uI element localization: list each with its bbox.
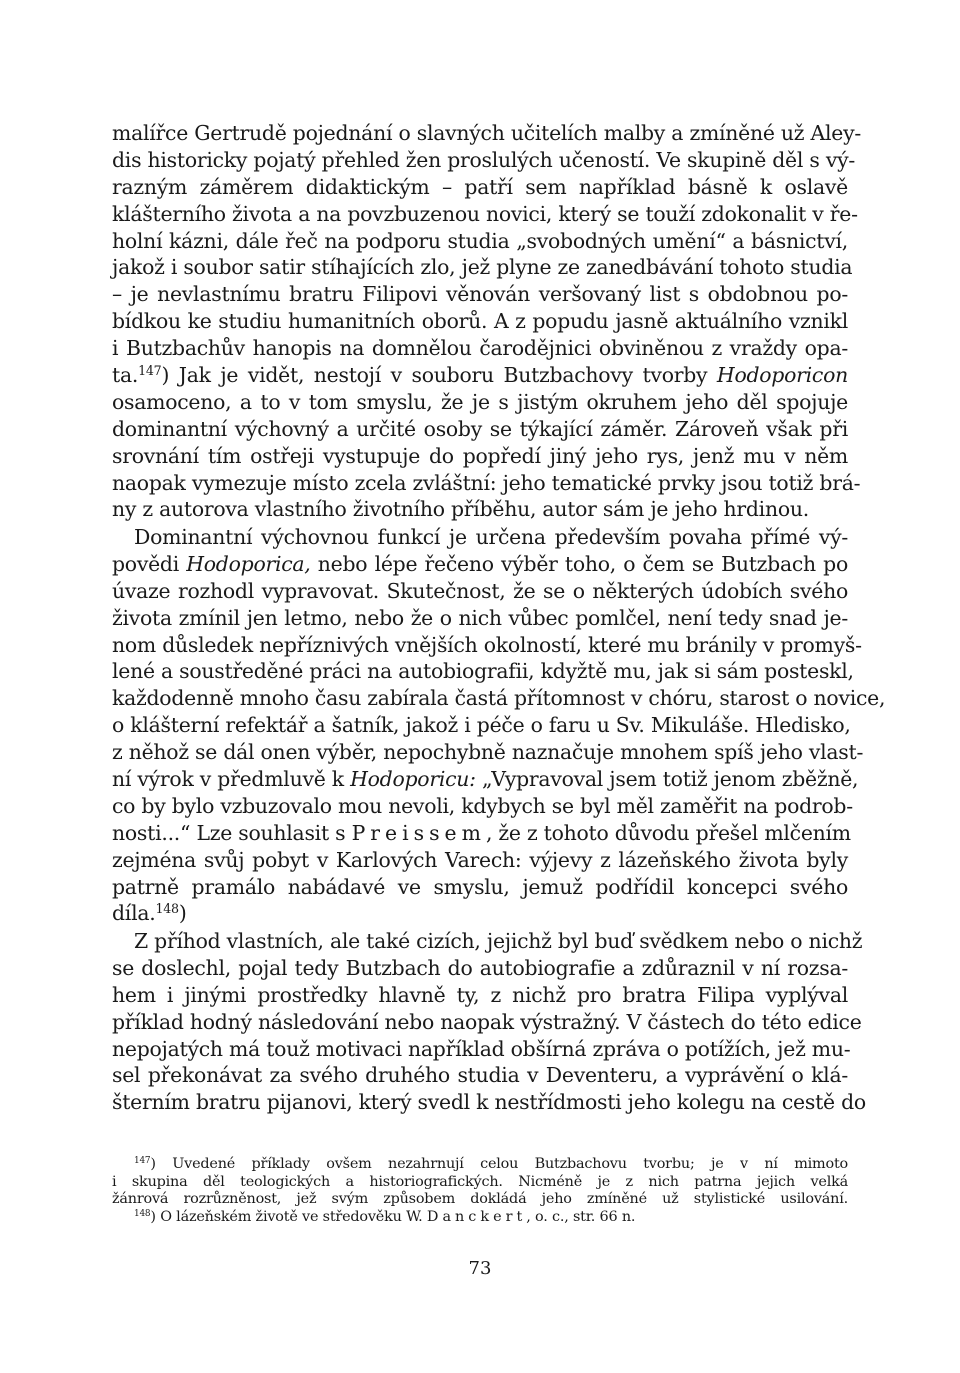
text-line: ta.$^{147}$) Jak je vidět, nestojí v souboru Butzbachovy tvorby Hodoporicon — [112, 363, 848, 388]
text-line: zejména svůj pobyt v Karlových Varech: výjevy z lázeňského života byly — [112, 847, 848, 872]
italic-title: Hodoporicu: — [350, 767, 476, 792]
text-line: Dominantní výchovnou funkcí je určena především povaha přímé vý- — [134, 525, 848, 549]
paragraph-1 — [112, 120, 862, 523]
text-line: malířce Gertrudě pojednání o slavných učitelích malby a zmíněné už Aley- — [112, 121, 862, 145]
text-line: povědi Hodoporica, nebo lépe řečeno výběr toho, o čem se Butzbach po — [112, 551, 848, 576]
footnote-number: 147 — [134, 1156, 151, 1167]
text-line: hem i jinými prostředky hlavně ty, z nichž pro bratra Filipa vyplýval — [112, 982, 848, 1007]
text-line: naopak vymezuje místo zcela zvláštní: jeho tematické prvky jsou totiž brá- — [112, 470, 861, 495]
text-line: sel překonávat za svého druhého studia v Deventeru, a vyprávění o klá- — [112, 1063, 848, 1088]
text-line: co by bylo vzbuzovalo mou nevoli, kdybych se byl měl zaměřit na podrob- — [112, 793, 853, 818]
text-line: ní výrok v předmluvě k Hodoporicu: „Vypravoval jsem totiž jenom zběžně, — [112, 767, 859, 792]
text-line: úvaze rozhodl vypravovat. Skutečnost, že se o některých údobích svého — [112, 578, 848, 603]
footnotes — [112, 1156, 848, 1226]
text-line: každodenně mnoho času zabírala častá přítomnost v chóru, starost o novice, — [112, 686, 886, 711]
paragraph-2 — [112, 524, 886, 927]
italic-title: Hodoporica, — [186, 551, 311, 576]
text-line: života zmínil jen letmo, nebo že o nich vůbec pomlčel, není tedy snad je- — [112, 605, 848, 630]
spaced-author-name: Preissem — [351, 820, 486, 845]
text-line: šterním bratru pijanovi, který svedl k nestřídmosti jeho kolegu na cestě do — [112, 1090, 866, 1115]
text-line: jakož i soubor satir stíhajících zlo, jež plyne ze zanedbávání tohoto studia — [112, 255, 853, 280]
text-line: i Butzbachův hanopis na domnělou čarodějnici obviněnou z vraždy opa- — [112, 336, 848, 361]
footnote-ref-148: 148 — [155, 901, 179, 917]
text-line: díla.$^{148}$) — [112, 901, 187, 926]
text-line: nom důsledek nepříznivých vnějších okolností, které mu bránily v promyš- — [112, 632, 862, 657]
text-line: – je nevlastnímu bratru Filipovi věnován veršovaný list s obdobnou po- — [112, 282, 848, 307]
text-line: osamoceno, a to v tom smyslu, že je s jistým okruhem jeho děl spojuje — [112, 389, 848, 414]
spaced-author-name: Danckert — [426, 1208, 527, 1225]
footnote-148: $^{148}$) O lázeňském životě ve středověku W. Danckert, o. c., str. 66 n. — [134, 1208, 636, 1225]
text-line: razným záměrem didaktickým – patří sem například básně k oslavě — [112, 174, 848, 199]
text-line: o klášterní refektář a šatník, jakož i péče o faru u Sv. Mikuláše. Hledisko, — [112, 713, 851, 738]
text-line: ny z autorova vlastního životního příběhu, autor sám je jeho hrdinou. — [112, 497, 809, 522]
text-line: příklad hodný následování nebo naopak výstražný. V částech do této edice — [112, 1009, 862, 1034]
footnote-147: $^{147}$) Uvedené příklady ovšem nezahrnují celou Butzbachovu tvorbu; je v ní mimoto — [134, 1156, 848, 1172]
text-line: srovnání tím ostřeji vystupuje do popředí jiný jeho rys, jenž mu v něm — [112, 443, 848, 468]
text-line: lené a soustředěné práci na autobiografii, kdyžtě mu, jak si sám posteskl, — [112, 659, 854, 684]
page-number: 73 — [468, 1258, 492, 1279]
italic-title: Hodoporicon — [716, 363, 848, 388]
text-line: bídkou ke studiu humanitních oborů. A z popudu jasně aktuálního vznikl — [112, 309, 848, 334]
footnote-line: žánrová rozrůzněnost, jež svým způsobem dokládá jeho zmíněné už stylistické usilování. — [112, 1191, 848, 1207]
text-line: holní kázni, dále řeč na podporu studia „svobodných umění“ a básnictví, — [112, 228, 848, 253]
text-line: nepojatých má touž motivaci například obšírná zpráva o potížích, jež mu- — [112, 1036, 851, 1061]
text-line: dominantní výchovný a určité osoby se týkající záměr. Zároveň však při — [112, 416, 848, 441]
text-line: nosti...“ Lze souhlasit s Preissem, že z tohoto důvodu přešel mlčením — [112, 820, 851, 845]
footnote-line: i skupina děl teologických a historiografických. Nicméně je z nich patrna jejich velká — [112, 1173, 848, 1190]
footnote-number: 148 — [134, 1208, 151, 1219]
paragraph-3 — [112, 928, 866, 1116]
text-line: patrně pramálo nabádavé ve smyslu, jemuž podřídil koncepci svého — [112, 874, 848, 899]
footnote-ref-147: 147 — [138, 363, 162, 379]
text-line: Z příhod vlastních, ale také cizích, jejichž byl buď svědkem nebo o nichž — [134, 929, 863, 953]
text-line: z něhož se dál onen výběr, nepochybně naznačuje mnohem spíš jeho vlast- — [112, 740, 864, 765]
text-line: dis historicky pojatý přehled žen proslulých učeností. Ve skupině děl s vý- — [112, 147, 856, 172]
text-line: klášterního života a na povzbuzenou novici, který se touží zdokonalit v ře- — [112, 201, 858, 226]
text-line: se doslechl, pojal tedy Butzbach do autobiografie a zdůraznil v ní rozsa- — [112, 955, 848, 980]
